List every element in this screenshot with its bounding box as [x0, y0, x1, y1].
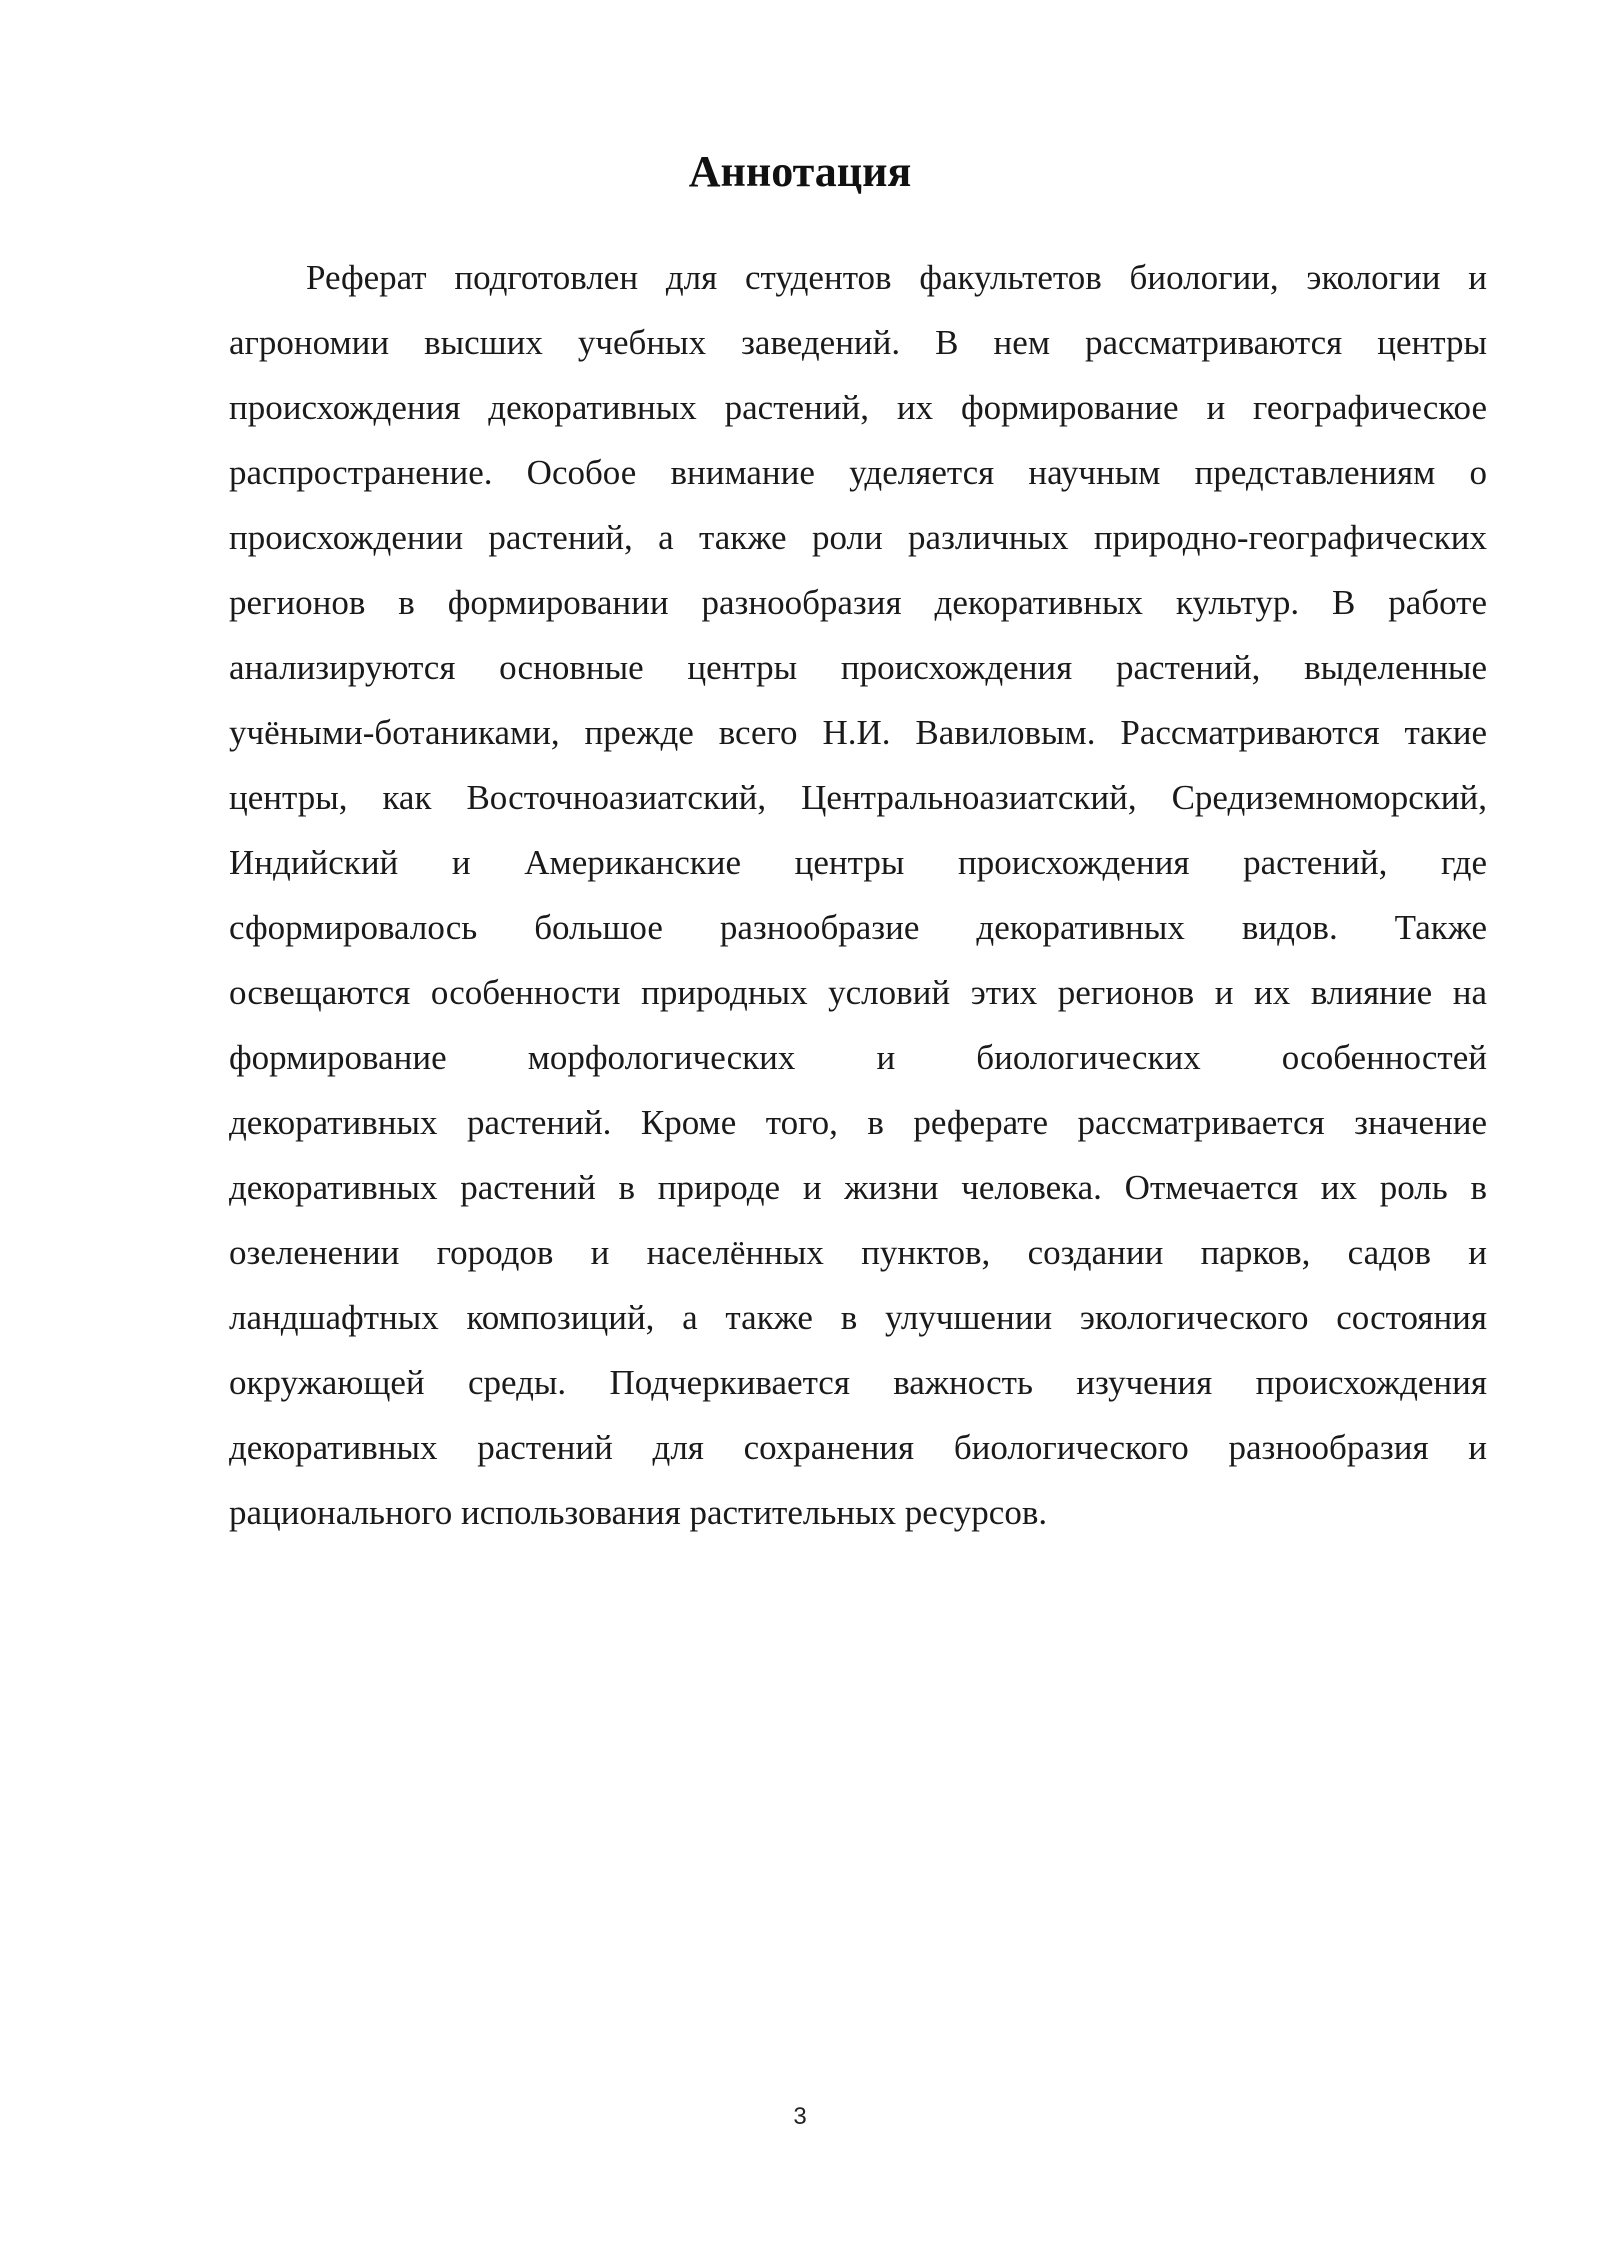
text-line: Индийский и Американские центры происхождения растений, где	[229, 843, 1487, 882]
page-number-text: 3	[793, 2103, 807, 2130]
text-line: формирование морфологических и биологических особенностей	[229, 1038, 1487, 1077]
text-line: учёными-ботаниками, прежде всего Н.И. Вавиловым. Рассматриваются такие	[229, 713, 1487, 752]
page-title	[0, 146, 1600, 198]
text-line: Реферат подготовлен для студентов факультетов биологии, экологии и	[306, 258, 1487, 297]
text-line: агрономии высших учебных заведений. В нем рассматриваются центры	[229, 323, 1487, 362]
text-line: распространение. Особое внимание уделяется научным представлениям о	[229, 453, 1487, 492]
page-number	[0, 2102, 1600, 2132]
abstract-body	[229, 245, 1487, 1545]
text-line: ландшафтных композиций, а также в улучшении экологического состояния	[229, 1298, 1487, 1337]
text-line: происхождения декоративных растений, их формирование и географическое	[229, 388, 1487, 427]
text-line: рационального использования растительных ресурсов.	[229, 1493, 1048, 1532]
text-line: происхождении растений, а также роли различных природно-географических	[229, 518, 1487, 557]
text-line: освещаются особенности природных условий этих регионов и их влияние на	[229, 973, 1487, 1012]
page-title-text: Аннотация	[688, 147, 912, 196]
text-line: окружающей среды. Подчеркивается важность изучения происхождения	[229, 1363, 1487, 1402]
text-line: декоративных растений для сохранения биологического разнообразия и	[229, 1428, 1487, 1467]
text-line: центры, как Восточноазиатский, Центральноазиатский, Средиземноморский,	[229, 778, 1487, 817]
text-line: анализируются основные центры происхождения растений, выделенные	[229, 648, 1487, 687]
text-line: сформировалось большое разнообразие декоративных видов. Также	[229, 908, 1487, 947]
text-line: озеленении городов и населённых пунктов, создании парков, садов и	[229, 1233, 1487, 1272]
text-line: декоративных растений. Кроме того, в реферате рассматривается значение	[229, 1103, 1487, 1142]
text-line: регионов в формировании разнообразия декоративных культур. В работе	[229, 583, 1487, 622]
text-line: декоративных растений в природе и жизни человека. Отмечается их роль в	[229, 1168, 1487, 1207]
